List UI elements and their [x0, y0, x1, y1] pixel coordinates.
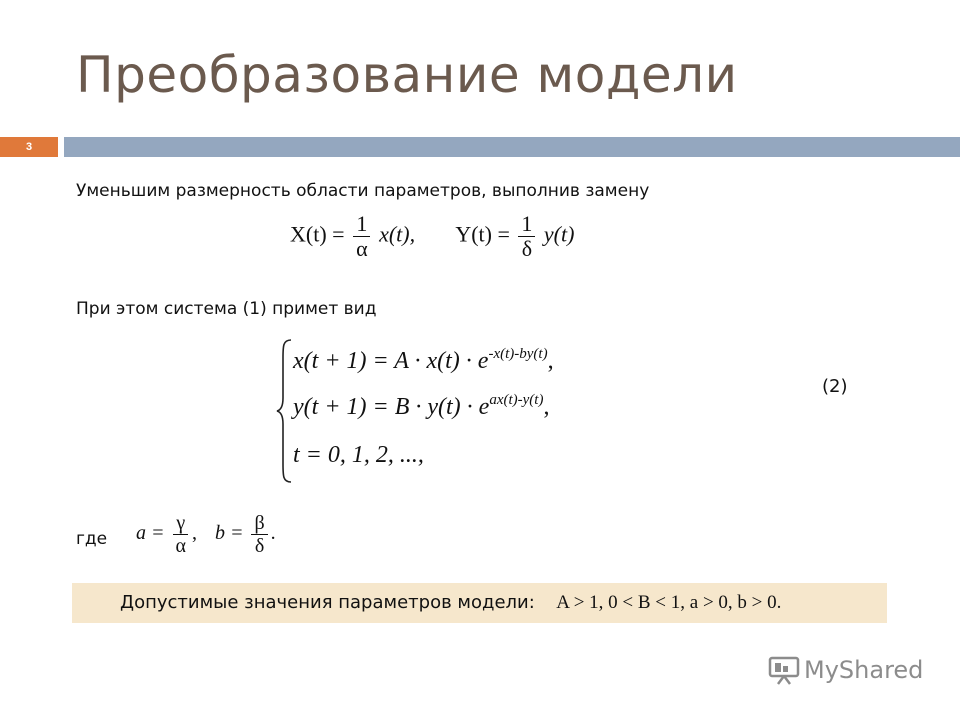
- a-fraction: [173, 512, 189, 557]
- y-substitution-rhs: y(t): [543, 221, 575, 247]
- a-fraction-num: γ: [173, 512, 188, 535]
- presentation-board-icon: [768, 655, 800, 685]
- b-fraction-num: β: [251, 512, 267, 535]
- system-line-3: [293, 442, 424, 469]
- system-line-2: $y(t + 1) = B \cdot y(t) \cdot e^{ax(t)-y(t)}$,: [293, 392, 550, 420]
- x-fraction-num: 1: [353, 212, 370, 237]
- system-line-1-exponent: -x(t)-by(t): [488, 346, 548, 362]
- x-fraction-den: α: [356, 236, 368, 262]
- b-fraction: [251, 512, 267, 557]
- a-fraction-den: α: [175, 535, 186, 557]
- y-fraction: [518, 212, 535, 261]
- slide-number: 3: [0, 137, 58, 157]
- b-lhs: b =: [214, 522, 244, 545]
- y-substitution-lhs: Y(t) =: [455, 221, 510, 247]
- x-substitution-lhs: X(t) =: [290, 221, 345, 247]
- parameters-box-math: A > 1, 0 < B < 1, a > 0, b > 0.: [556, 592, 782, 613]
- left-brace-icon: [275, 338, 293, 484]
- system-line-1: $x(t + 1) = A \cdot x(t) \cdot e^{-x(t)-by(t)}$,: [293, 346, 554, 374]
- system-line-2-exponent: ax(t)-y(t): [489, 392, 544, 408]
- y-fraction-den: δ: [521, 236, 533, 262]
- parameters-box-label: Допустимые значения параметров модели:: [120, 592, 535, 613]
- system-text: При этом система (1) примет вид: [76, 299, 377, 319]
- b-fraction-den: δ: [254, 535, 265, 557]
- where-text: где: [76, 529, 108, 549]
- equation-number: (2): [822, 376, 848, 397]
- x-fraction: [353, 212, 371, 261]
- intro-text: Уменьшим размерность области параметров, выполнив замену: [76, 181, 650, 201]
- system-line-1-body: x(t + 1) = A · x(t) · e: [293, 348, 489, 374]
- logo-text: MyShared: [804, 656, 924, 684]
- a-lhs: a =: [136, 522, 165, 545]
- substitution-formula: [290, 212, 574, 261]
- system-line-2-body: y(t + 1) = B · y(t) · e: [293, 394, 490, 420]
- title-bar: [64, 137, 960, 157]
- myshared-logo: [768, 655, 923, 685]
- x-substitution-rhs: x(t),: [379, 221, 416, 247]
- slide-title: Преобразование модели: [76, 46, 738, 104]
- parameters-box-content: [120, 592, 781, 614]
- y-fraction-num: 1: [518, 212, 535, 237]
- where-formula: a = $\frac{\gamma}{\alpha}$ , b = $\frac{\beta}{\delta}$ .: [136, 512, 276, 557]
- system-line-3-body: t = 0, 1, 2, ...,: [293, 442, 424, 468]
